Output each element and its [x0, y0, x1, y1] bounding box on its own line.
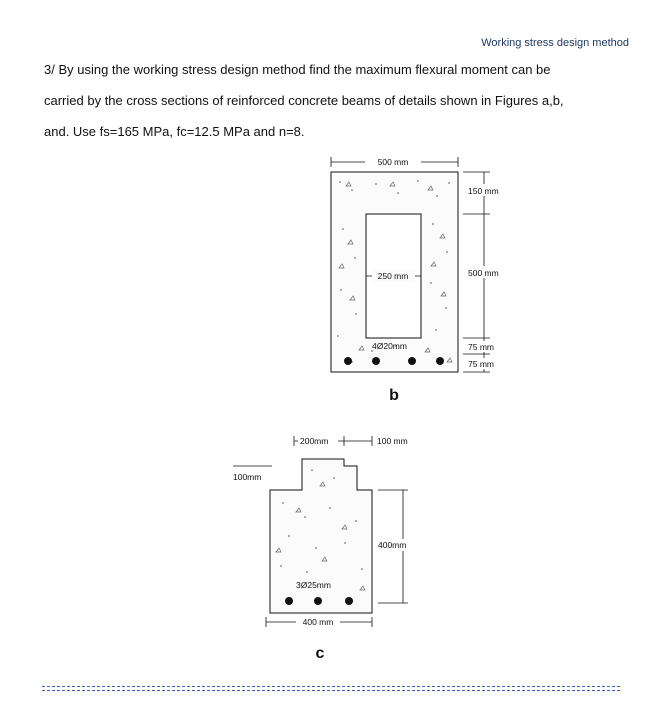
c-left-top-dim: 200mm: [300, 436, 329, 446]
b-rebar: [436, 357, 444, 365]
section-title: Working stress design method: [481, 37, 629, 49]
b-rebar: [344, 357, 352, 365]
b-width-dim: 500 mm: [377, 157, 409, 167]
c-rebar: [314, 597, 322, 605]
c-left-height-dim: 100mm: [233, 472, 262, 482]
c-height-dim: 400mm: [378, 540, 407, 550]
b-rebar: [408, 357, 416, 365]
b-rebar: [372, 357, 380, 365]
b-height-dim: 500 mm: [468, 268, 499, 278]
b-top-dim: 150 mm: [468, 186, 499, 196]
b-cover-dim-2: 75 mm: [468, 359, 494, 369]
question-line-3: and. Use fs=165 MPa, fc=12.5 MPa and n=8.: [44, 124, 305, 139]
figure-b-label: b: [389, 387, 399, 404]
c-rebar: [345, 597, 353, 605]
question-line-2: carried by the cross sections of reinforced concrete beams of details shown in Figures a,b,: [44, 93, 564, 108]
c-width-dim: 400 mm: [302, 617, 334, 627]
c-rebar: [285, 597, 293, 605]
c-bars-label: 3Ø25mm: [296, 580, 331, 590]
figure-c: [230, 435, 419, 662]
b-cover-dim-1: 75 mm: [468, 342, 494, 352]
question-line-1: 3/ By using the working stress design method find the maximum flexural moment can be: [44, 62, 551, 77]
b-hole-dim: 250 mm: [377, 271, 409, 281]
bottom-divider: [42, 686, 620, 691]
figure-c-label: c: [315, 645, 325, 662]
figure-b: [331, 155, 507, 404]
c-right-top-dim: 100 mm: [377, 436, 408, 446]
b-bars-label: 4Ø20mm: [372, 341, 407, 351]
